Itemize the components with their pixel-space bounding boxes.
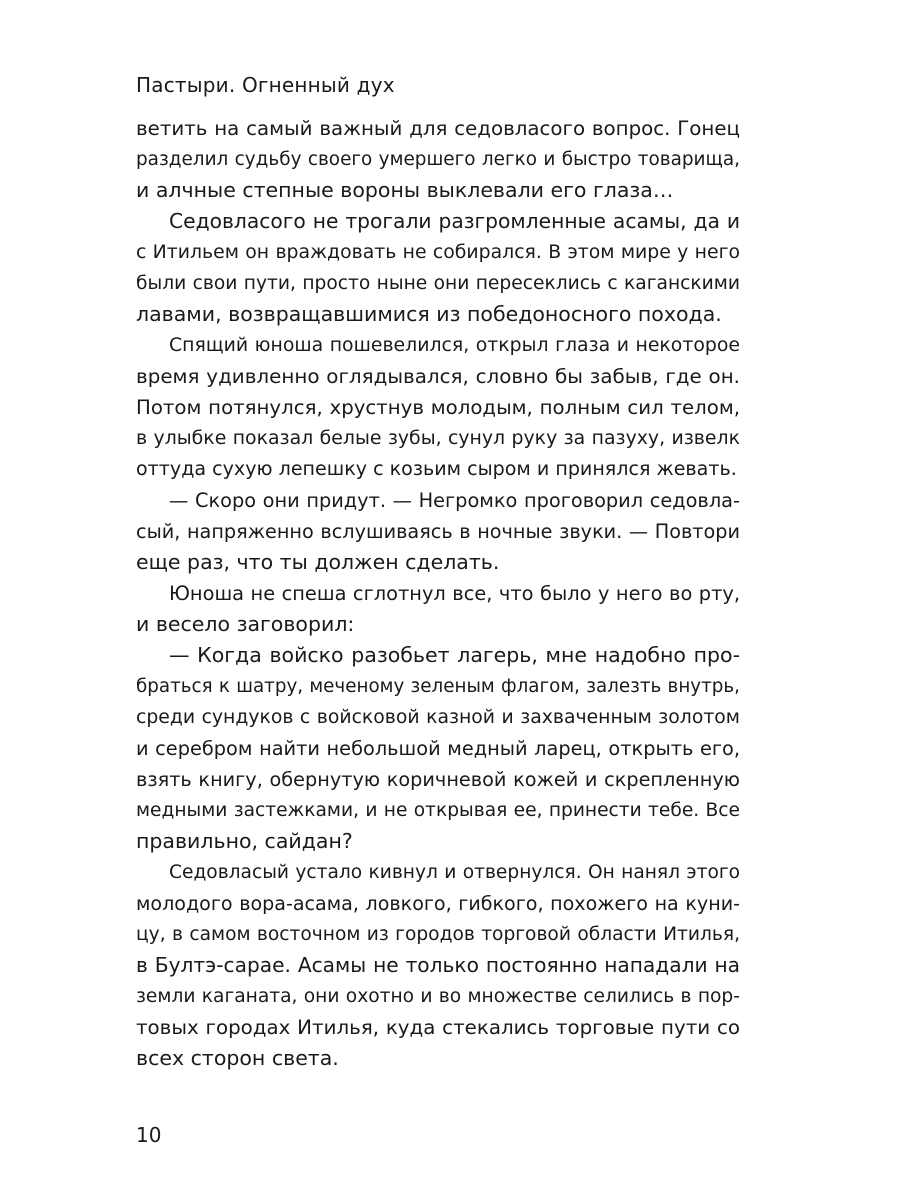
text-line: с Итильем он враждовать не собирался. В этом мире у него (136, 242, 740, 263)
text-line: — Скоро они придут. — Негромко проговорил седовла- (169, 489, 740, 512)
text-line: в улыбке показал белые зубы, сунул руку за пазуху, извелк (136, 427, 740, 449)
text-line: браться к шатру, меченому зеленым флагом, залезть внутрь, (136, 676, 740, 697)
text-line: ветить на самый важный для седовласого вопрос. Гонец (136, 117, 740, 140)
running-head: Пастыри. Огненный дух (136, 73, 395, 97)
page-number: 10 (136, 1123, 162, 1147)
text-line: Потом потянулся, хрустнув молодым, полным сил телом, (136, 396, 740, 419)
text-line: земли каганата, они охотно и во множестве селились в пор- (136, 986, 740, 1007)
text-line: Юноша не спеша сглотнул все, что было у него во рту, (169, 582, 740, 605)
text-line: всех сторон света. (136, 1046, 339, 1070)
text-line: — Когда войско разобьет лагерь, мне надобно про- (169, 643, 740, 667)
text-line: лавами, возвращавшимися из победоносного похода. (136, 302, 722, 326)
text-line: сый, напряженно вслушиваясь в ночные звуки. — Повтори (136, 520, 740, 543)
text-line: и весело заговорил: (136, 612, 355, 636)
text-line: товых городах Итилья, куда стекались торговые пути со (136, 1016, 740, 1039)
text-line: цу, в самом восточном из городов торговой области Итилья, (136, 924, 740, 945)
text-line: и алчные степные вороны выклевали его глаза… (136, 178, 674, 202)
text-line: и серебром найти небольшой медный ларец, открыть его, (136, 737, 740, 760)
text-line: молодого вора-асама, ловкого, гибкого, похожего на куни- (136, 892, 740, 915)
text-line: правильно, сайдан? (136, 829, 353, 853)
text-line: среди сундуков с войсковой казной и захваченным золотом (136, 707, 740, 728)
text-line: Седовласого не трогали разгромленные асамы, да и (169, 209, 740, 233)
text-line: оттуда сухую лепешку с козьим сыром и принялся жевать. (136, 458, 737, 480)
text-line: Спящий юноша пошевелился, открыл глаза и некоторое (169, 334, 740, 356)
text-line: еще раз, что ты должен сделать. (136, 550, 500, 574)
text-line: время удивленно оглядывался, словно бы забыв, где он. (136, 365, 740, 388)
body-text (136, 113, 740, 1074)
text-line: Седовласый устало кивнул и отвернулся. Он нанял этого (169, 862, 740, 883)
text-line: были свои пути, просто ныне они пересеклись с каганскими (136, 273, 740, 294)
text-line: разделил судьбу своего умершего легко и быстро товарища, (136, 149, 740, 170)
text-line: медными застежками, и не открывая ее, принести тебе. Все (136, 800, 740, 821)
text-line: взять книгу, обернутую коричневой кожей и скрепленную (136, 768, 740, 791)
text-line: в Бултэ-сарае. Асамы не только постоянно нападали на (136, 953, 740, 977)
